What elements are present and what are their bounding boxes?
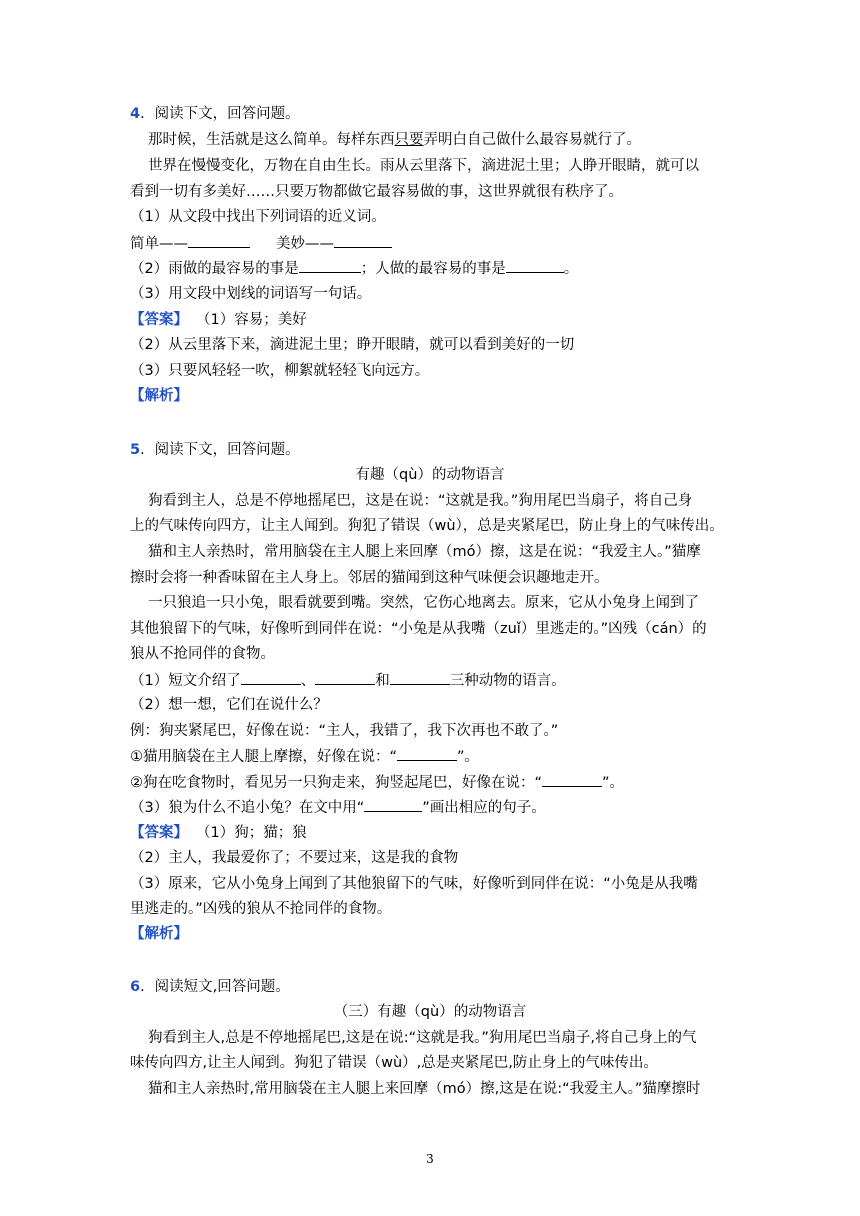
q6-heading bbox=[130, 977, 290, 997]
q5-answer-1: （1）狗；猫；狼 bbox=[196, 825, 307, 841]
q5-passage-line-5: 一只狼追一只小兔，眼看就要到嘴。突然，它伤心地离去。原来，它从小兔身上闻到了 bbox=[148, 595, 699, 611]
q4-q2-text: （2）雨做的最容易的事是 bbox=[130, 261, 299, 277]
answer-blank[interactable] bbox=[364, 797, 422, 812]
q5-number: 5 bbox=[130, 442, 141, 458]
q4-answer-1: （1）容易；美好 bbox=[196, 312, 307, 328]
q5-passage-line-2: 上的气味传向四方，让主人闻到。狗犯了错误（wù），总是夹紧尾巴，防止身上的气味传出。 bbox=[130, 518, 724, 534]
q5-sub-item-1 bbox=[130, 746, 479, 767]
q5-s2-text-end: ”。 bbox=[602, 775, 625, 791]
q5-q1-text-end: 三种动物的语言。 bbox=[449, 673, 566, 689]
q6-title: （三）有趣（qù）的动物语言 bbox=[333, 1004, 527, 1020]
q4-p1-text: 那时候，生活就是这么简单。每样东西 bbox=[148, 132, 395, 148]
answer-blank[interactable] bbox=[390, 670, 450, 685]
q5-answer-3-line-1: （3）原来，它从小兔身上闻到了其他狼留下的气味，好像听到同伴在说：“小兔是从我嘴 bbox=[130, 876, 698, 892]
q5-q1-and: 和 bbox=[375, 673, 390, 689]
answer-blank[interactable] bbox=[241, 670, 301, 685]
answer-blank[interactable] bbox=[299, 258, 361, 273]
q5-q1-text: （1）短文介绍了 bbox=[130, 673, 241, 689]
q5-analysis-tag: 【解析】 bbox=[130, 926, 188, 942]
q4-q2-text-end: 。 bbox=[563, 261, 579, 277]
q5-passage-line-7: 狼从不抢同伴的食物。 bbox=[130, 646, 275, 662]
q4-paragraph-2-line-2: 看到一切有多美好……只要万物都做它最容易做的事，这世界就很有秩序了。 bbox=[130, 184, 623, 200]
answer-blank[interactable] bbox=[542, 772, 602, 787]
q6-prompt: ．阅读短文,回答问题。 bbox=[140, 979, 290, 995]
q5-q1-separator: 、 bbox=[300, 673, 316, 689]
q5-answer-2: （2）主人，我最爱你了；不要过来，这是我的食物 bbox=[130, 850, 459, 866]
q4-paragraph-1 bbox=[148, 130, 641, 150]
q4-subquestion-1: （1）从文段中找出下列词语的近义词。 bbox=[130, 209, 386, 225]
q5-q3-text: （3）狼为什么不追小兔？在文中用“ bbox=[130, 800, 365, 816]
q5-subquestion-2: （2）想一想，它们在说什么？ bbox=[130, 697, 328, 713]
q5-passage-line-3: 猫和主人亲热时，常用脑袋在主人腿上来回摩（mó）擦，这是在说：“我爱主人。”猫摩 bbox=[148, 544, 701, 560]
q5-s1-text-end: ”。 bbox=[457, 749, 480, 765]
q4-subquestion-2 bbox=[130, 258, 578, 279]
answer-tag: 【答案】 bbox=[130, 825, 188, 841]
q4-prompt: ．阅读下文，回答问题。 bbox=[140, 106, 300, 122]
q5-s2-text: ②狗在吃食物时，看见另一只狗走来，狗竖起尾巴，好像在说：“ bbox=[130, 775, 543, 791]
q5-passage-line-4: 擦时会将一种香味留在主人身上。邻居的猫闻到这种气味便会识趣地走开。 bbox=[130, 570, 609, 586]
answer-blank[interactable] bbox=[188, 233, 250, 248]
q4-synonym-row bbox=[130, 233, 392, 254]
q4-answer-2: （2）从云里落下来，滴进泥土里；睁开眼睛，就可以看到美好的一切 bbox=[130, 337, 575, 353]
q4-p1-text-end: 弄明白自己做什么最容易就行了。 bbox=[423, 132, 641, 148]
q4-answer-row bbox=[130, 310, 307, 330]
q5-passage-line-6: 其他狼留下的气味，好像听到同伴在说：“小兔是从我嘴（zuǐ）里逃走的。”凶残（cán）的 bbox=[130, 621, 707, 637]
q4-underlined-word: 只要 bbox=[394, 132, 424, 148]
q5-subquestion-1 bbox=[130, 670, 566, 691]
q6-passage-line-2: 味传向四方,让主人闻到。狗犯了错误（wù）,总是夹紧尾巴,防止身上的气味传出。 bbox=[130, 1055, 658, 1071]
page-number: 3 bbox=[426, 1152, 434, 1166]
q6-passage-line-3: 猫和主人亲热时,常用脑袋在主人腿上来回摩（mó）擦,这是在说:“我爱主人。”猫摩擦时 bbox=[148, 1081, 701, 1097]
q5-s1-text: ①猫用脑袋在主人腿上摩擦，好像在说：“ bbox=[130, 749, 398, 765]
q4-number: 4 bbox=[130, 106, 141, 122]
q5-subquestion-3 bbox=[130, 797, 546, 818]
q5-answer-3-line-2: 里逃走的。”凶残的狼从不抢同伴的食物。 bbox=[130, 901, 392, 917]
q4-q2-text-mid: ；人做的最容易的事是 bbox=[360, 261, 506, 277]
q4-subquestion-3: （3）用文段中划线的词语写一句话。 bbox=[130, 286, 372, 302]
q5-q3-text-end: ”画出相应的句子。 bbox=[422, 800, 546, 816]
q6-passage-line-1: 狗看到主人,总是不停地摇尾巴,这是在说:“这就是我。”狗用尾巴当扇子,将自己身上的气 bbox=[148, 1030, 697, 1046]
q5-title: 有趣（qù）的动物语言 bbox=[355, 467, 505, 483]
q5-passage-line-1: 狗看到主人，总是不停地摇尾巴，这是在说：“这就是我。”狗用尾巴当扇子，将自己身 bbox=[148, 493, 693, 509]
q4-synonym-word-2: 美妙—— bbox=[276, 236, 334, 252]
answer-blank[interactable] bbox=[397, 746, 457, 761]
answer-blank[interactable] bbox=[315, 670, 375, 685]
q4-heading bbox=[130, 104, 300, 124]
q5-prompt: ．阅读下文，回答问题。 bbox=[140, 442, 300, 458]
answer-blank[interactable] bbox=[506, 258, 564, 273]
q4-synonym-word-1: 简单—— bbox=[130, 236, 188, 252]
q6-number: 6 bbox=[130, 979, 141, 995]
q5-heading bbox=[130, 440, 300, 460]
answer-blank[interactable] bbox=[334, 233, 392, 248]
q5-example: 例：狗夹紧尾巴，好像在说：“主人，我错了，我下次再也不敢了。” bbox=[130, 723, 559, 739]
q4-analysis-tag: 【解析】 bbox=[130, 388, 188, 404]
q4-paragraph-2-line-1: 世界在慢慢变化，万物在自由生长。雨从云里落下，滴进泥土里；人睁开眼睛，就可以 bbox=[148, 158, 699, 174]
q5-answer-row bbox=[130, 823, 307, 843]
q5-sub-item-2 bbox=[130, 772, 624, 793]
answer-tag: 【答案】 bbox=[130, 312, 188, 328]
q4-answer-3: （3）只要风轻轻一吹，柳絮就轻轻飞向远方。 bbox=[130, 363, 430, 379]
